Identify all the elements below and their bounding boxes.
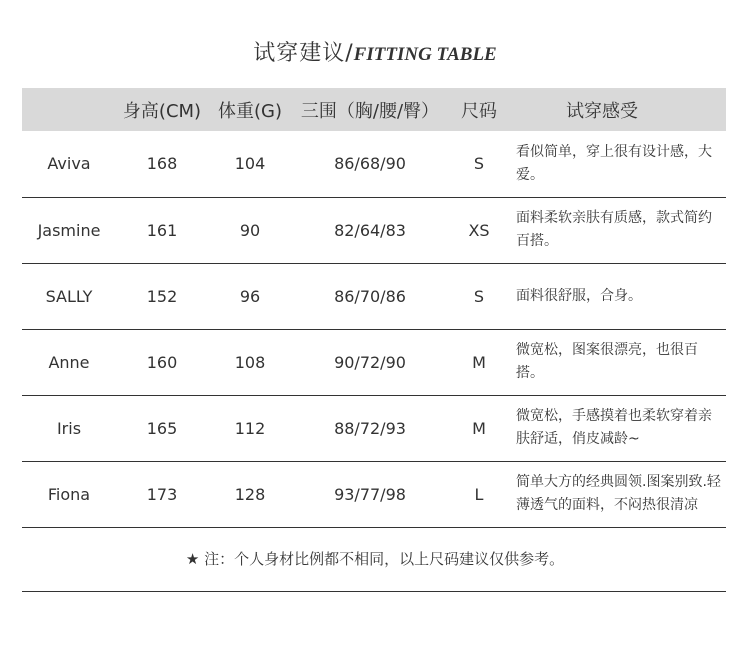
- page-title: [0, 36, 750, 67]
- cell-name: Iris: [56, 418, 82, 438]
- cell-measurements: 93/77/98: [334, 484, 406, 504]
- cell-measurements: 86/70/86: [334, 286, 406, 306]
- cell-measurements: 82/64/83: [334, 220, 406, 240]
- cell-height: 160: [146, 352, 178, 372]
- title-zh: 试穿建议/: [253, 41, 354, 66]
- cell-weight: 104: [234, 154, 266, 174]
- header-row: [22, 88, 726, 131]
- cell-height: 165: [146, 418, 178, 438]
- cell-name: SALLY: [45, 286, 93, 306]
- cell-weight: 128: [234, 484, 266, 504]
- cell-size: XS: [468, 220, 490, 240]
- table-row: [22, 131, 726, 197]
- header-weight: 体重(G): [218, 100, 282, 122]
- cell-size: M: [472, 352, 486, 372]
- cell-size: L: [474, 484, 484, 504]
- cell-weight: 96: [239, 286, 261, 306]
- cell-comment: 微宽松，手感摸着也柔软穿着亲肤舒适，俏皮减龄~: [516, 408, 712, 447]
- cell-height: 168: [146, 154, 178, 174]
- cell-size: S: [473, 154, 485, 174]
- cell-measurements: 86/68/90: [334, 154, 406, 174]
- cell-comment: 面料柔软亲肤有质感，款式简约百搭。: [516, 210, 712, 249]
- cell-comment: 简单大方的经典圆领.图案别致.轻薄透气的面料，不闷热很清凉: [516, 474, 721, 513]
- fitting-table: [22, 88, 726, 528]
- footnote: ★ 注：个人身材比例都不相同，以上尺码建议仅供参考。: [185, 550, 565, 568]
- cell-comment: 看似简单，穿上很有设计感，大爱。: [516, 143, 712, 183]
- cell-weight: 108: [234, 352, 266, 372]
- cell-comment: 微宽松，图案很漂亮，也很百搭。: [516, 342, 698, 381]
- cell-size: S: [473, 286, 485, 306]
- cell-comment: 面料很舒服，合身。: [516, 287, 642, 304]
- cell-name: Anne: [48, 352, 90, 372]
- table-row: [22, 395, 726, 461]
- cell-weight: 90: [239, 220, 261, 240]
- table-row: [22, 461, 726, 527]
- table-row: [22, 263, 726, 329]
- header-size: 尺码: [461, 100, 497, 122]
- title-en: FITTING TABLE: [353, 44, 497, 65]
- cell-height: 161: [146, 220, 178, 240]
- cell-name: Jasmine: [37, 220, 101, 240]
- header-measurements: 三围（胸/腰/臀）: [300, 100, 440, 122]
- header-name: [22, 88, 116, 131]
- bottom-divider: [22, 591, 726, 592]
- header-comment: 试穿感受: [566, 100, 638, 122]
- table-row: [22, 197, 726, 263]
- cell-name: Aviva: [47, 154, 91, 174]
- cell-height: 173: [146, 484, 178, 504]
- cell-weight: 112: [234, 418, 266, 438]
- cell-name: Fiona: [47, 484, 91, 504]
- cell-height: 152: [146, 286, 178, 306]
- cell-measurements: 88/72/93: [334, 418, 406, 438]
- cell-measurements: 90/72/90: [334, 352, 406, 372]
- cell-size: M: [472, 418, 486, 438]
- table-row: [22, 329, 726, 395]
- header-height: 身高(CM): [122, 100, 202, 122]
